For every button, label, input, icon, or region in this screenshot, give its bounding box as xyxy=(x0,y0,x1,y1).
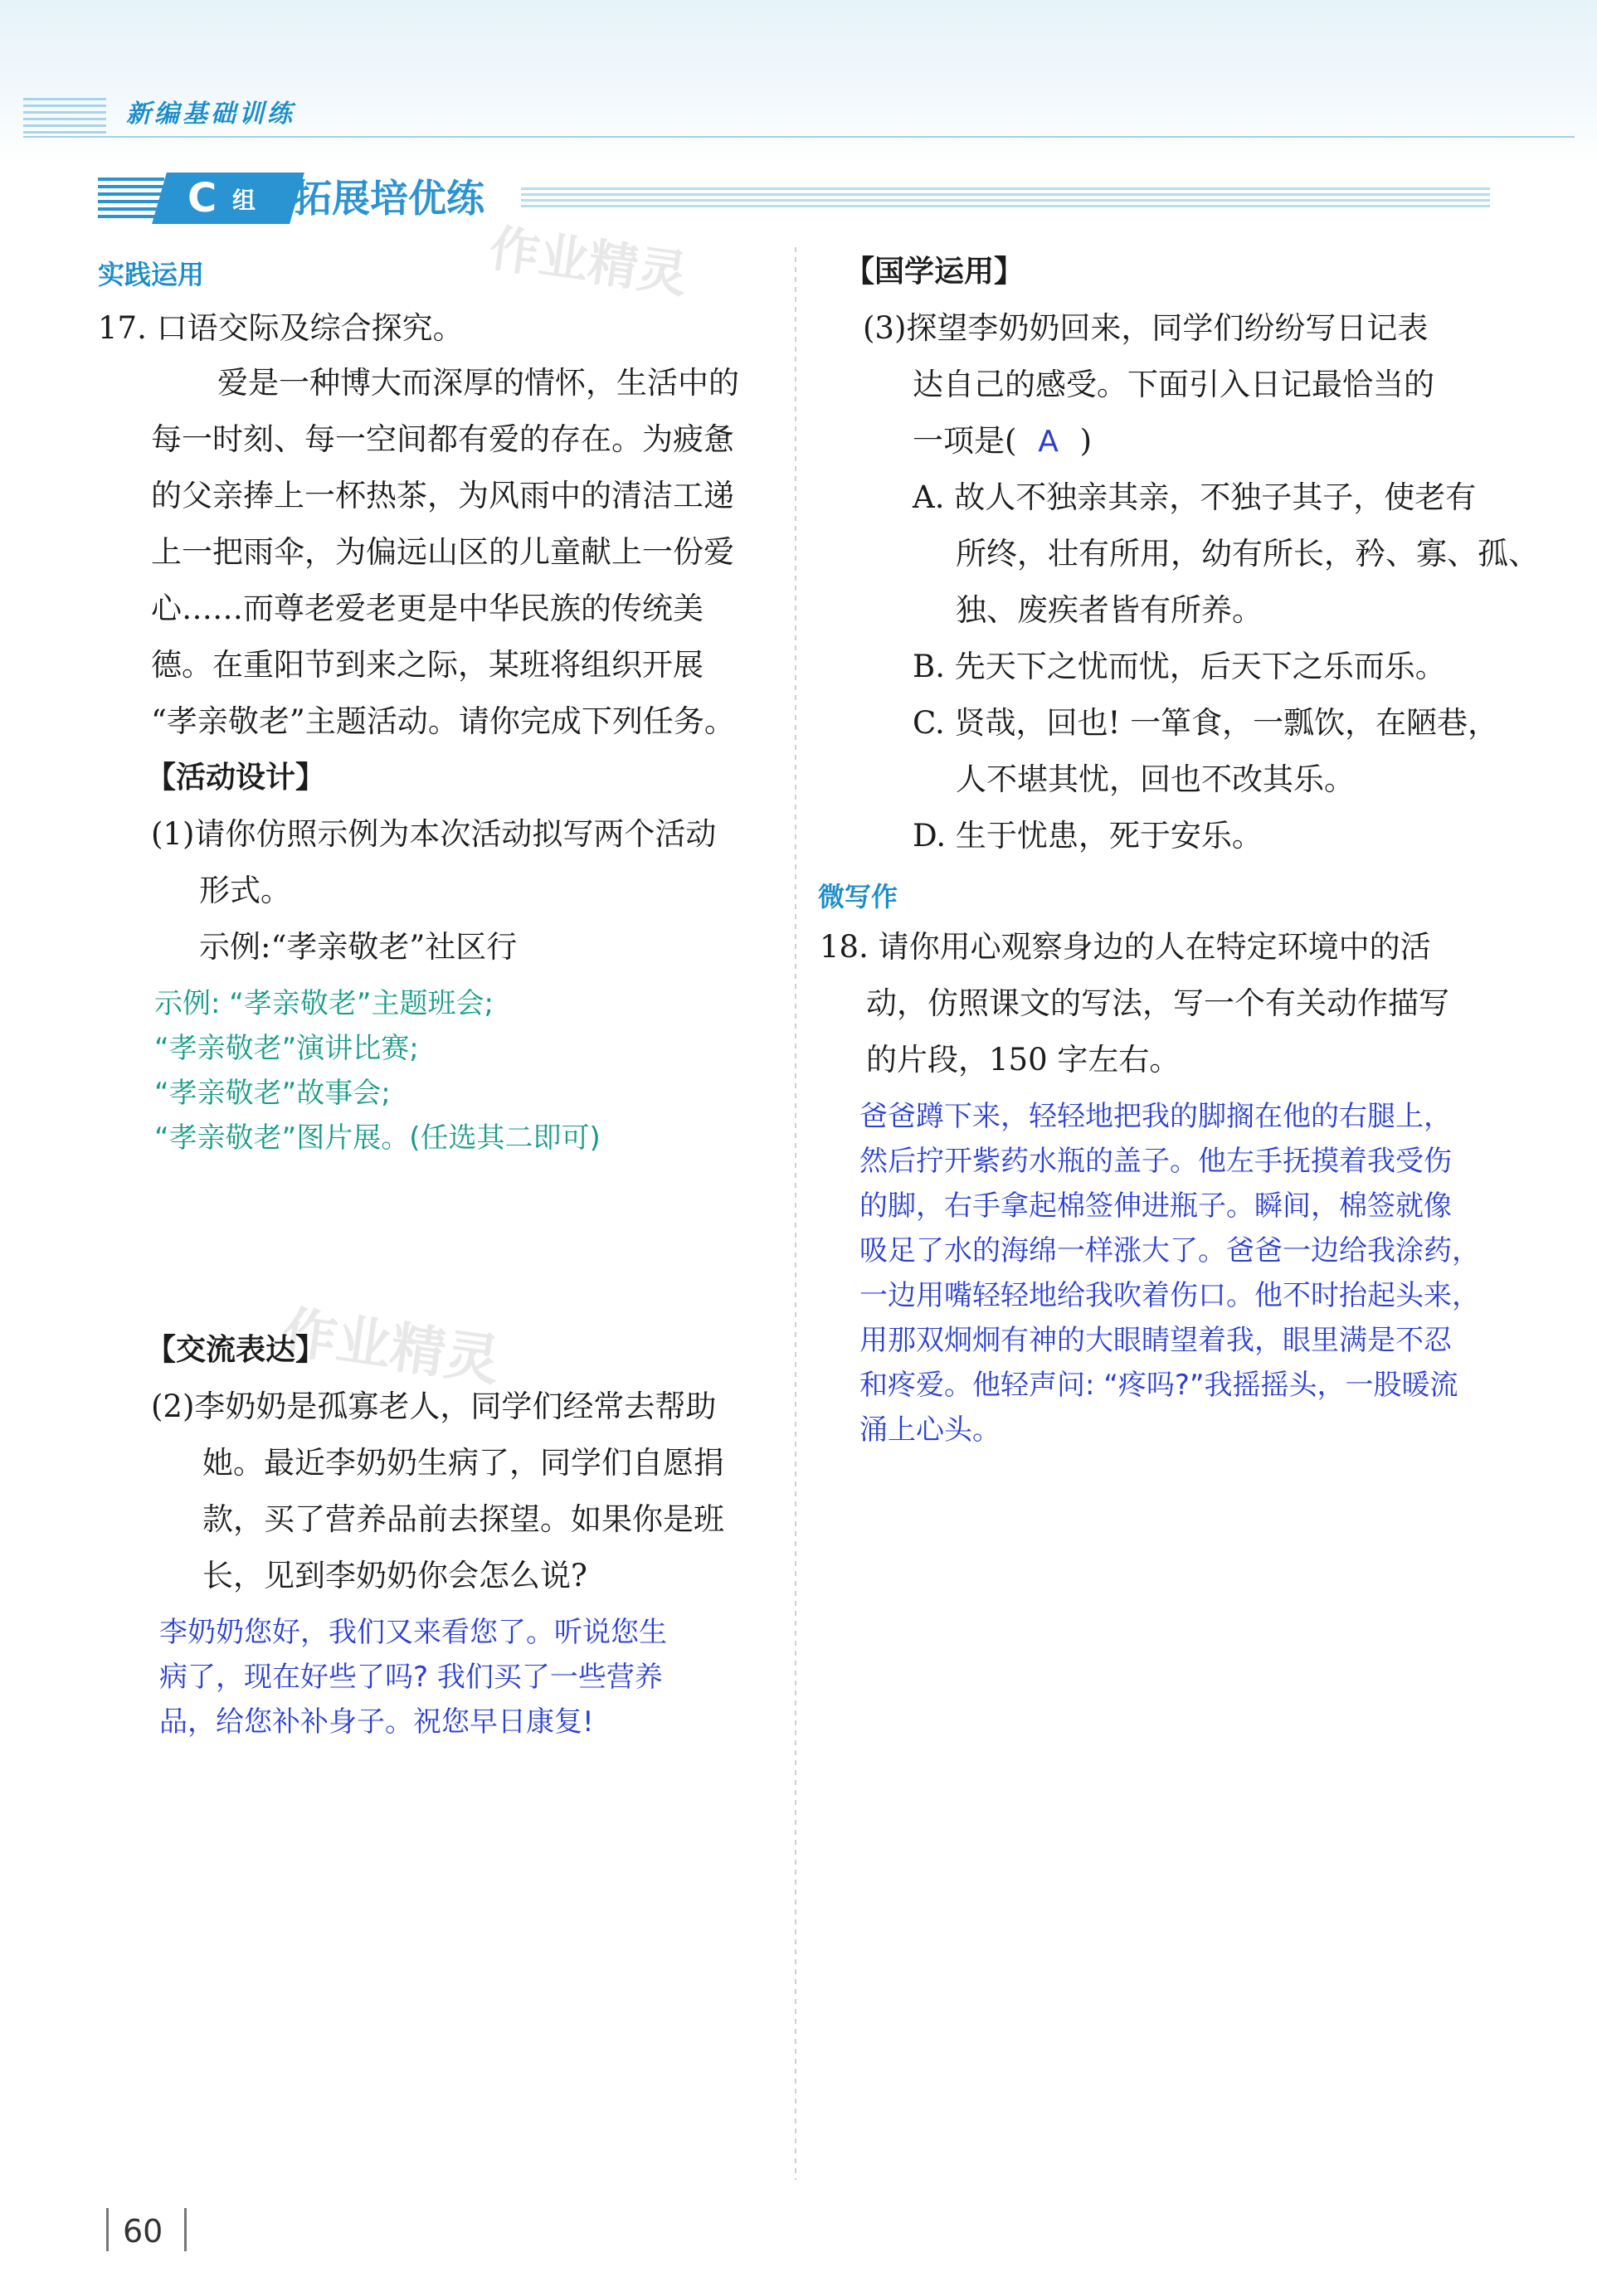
option-c-line: C. 贤哉，回也! 一箪食，一瓢饮，在陋巷， xyxy=(913,705,1499,741)
q17-paragraph-line: “孝亲敬老”主题活动。请你完成下列任务。 xyxy=(151,703,735,739)
option-a-line: 所终，壮有所用，幼有所长，矜、寡、孤、 xyxy=(956,536,1539,572)
question-2-answer-line: 李奶奶您好，我们又来看您了。听说您生 xyxy=(159,1616,667,1649)
question-18-answer-line: 爸爸蹲下来，轻轻地把我的脚搁在他的右腿上， xyxy=(859,1100,1452,1133)
q17-paragraph-line: 上一把雨伞，为偏远山区的儿童献上一份爱 xyxy=(151,534,734,570)
option-a-line: A. 故人不独亲其亲，不独子其子，使老有 xyxy=(913,479,1477,515)
column-divider xyxy=(795,247,796,2180)
header-decoration xyxy=(23,98,106,134)
question-2-line: (2)李奶奶是孤寡老人，同学们经常去帮助 xyxy=(151,1389,717,1424)
group-badge xyxy=(152,173,304,224)
question-18-answer-line: 吸足了水的海绵一样涨大了。爸爸一边给我涂药， xyxy=(859,1234,1480,1267)
header-divider xyxy=(23,136,1575,138)
question-3-stem-end: 一项是( xyxy=(913,423,1017,459)
section-heading-practice: 实践运用 xyxy=(98,259,205,290)
activity-design-heading: 【活动设计】 xyxy=(146,761,326,795)
question-1-answer-line: “孝亲敬老”故事会; xyxy=(154,1077,391,1110)
group-letter: C xyxy=(187,175,217,221)
group-title: 拓展培优练 xyxy=(294,176,484,221)
question-3-close-paren: ) xyxy=(1079,423,1093,459)
question-2-line: 款，买了营养品前去探望。如果你是班 xyxy=(202,1501,724,1537)
option-d-line: D. 生于忧患，死于安乐。 xyxy=(913,818,1263,854)
question-1-line: (1)请你仿照示例为本次活动拟写两个活动 xyxy=(151,816,717,852)
option-c-line: 人不堪其忧，回也不改其乐。 xyxy=(956,761,1355,797)
question-1-answer-line: 示例: “孝亲敬老”主题班会; xyxy=(154,987,494,1020)
option-a-line: 独、废疾者皆有所养。 xyxy=(956,592,1263,628)
question-1-line: 形式。 xyxy=(199,873,291,908)
question-17-title: 17. 口语交际及综合探究。 xyxy=(98,310,464,346)
header-band xyxy=(0,0,1597,166)
watermark: 作业精灵 xyxy=(485,219,692,305)
page-number-bar-right xyxy=(184,2208,187,2251)
question-1-answer-line: “孝亲敬老”演讲比赛; xyxy=(154,1032,419,1065)
series-title: 新编基础训练 xyxy=(126,100,295,129)
page-number: 60 xyxy=(123,2213,163,2250)
question-18-line: 动，仿照课文的写法，写一个有关动作描写 xyxy=(866,985,1449,1021)
title-rule-decoration xyxy=(521,187,1490,207)
question-2-answer-line: 病了，现在好些了吗? 我们买了一些营养 xyxy=(159,1661,663,1694)
question-2-line: 她。最近李奶奶生病了，同学们自愿捐 xyxy=(202,1445,724,1481)
section-heading-micro-writing: 微写作 xyxy=(818,881,898,912)
question-18-answer-line: 的脚，右手拿起棉签伸进瓶子。瞬间，棉签就像 xyxy=(859,1189,1452,1223)
watermark: 作业精灵 xyxy=(278,1299,504,1394)
question-2-line: 长，见到李奶奶你会怎么说? xyxy=(202,1558,587,1593)
question-2-answer-line: 品，给您补补身子。祝您早日康复! xyxy=(159,1705,594,1739)
question-3-line: (3)探望李奶奶回来，同学们纷纷写日记表 xyxy=(863,310,1429,346)
question-3-line xyxy=(913,421,1092,462)
question-18-answer-line: 一边用嘴轻轻地给我吹着伤口。他不时抬起头来， xyxy=(859,1279,1480,1312)
exchange-heading: 【交流表达】 xyxy=(146,1333,326,1367)
question-18-line: 的片段，150 字左右。 xyxy=(866,1042,1181,1077)
option-b-line: B. 先天下之忧而忧，后天下之乐而乐。 xyxy=(913,649,1446,684)
question-3-answer: A xyxy=(1038,425,1059,459)
q17-paragraph-line: 心……而尊老爱老更是中华民族的传统美 xyxy=(151,591,704,626)
question-1-answer-line: “孝亲敬老”图片展。(任选其二即可) xyxy=(154,1121,601,1155)
question-18-answer-line: 用那双炯炯有神的大眼睛望着我，眼里满是不忍 xyxy=(859,1324,1452,1357)
question-18-line: 18. 请你用心观察身边的人在特定环境中的活 xyxy=(820,929,1431,965)
q17-paragraph-line: 的父亲捧上一杯热茶，为风雨中的清洁工递 xyxy=(151,478,734,513)
question-18-answer-line: 涌上心头。 xyxy=(859,1413,1001,1447)
q17-paragraph-line: 每一时刻、每一空间都有爱的存在。为疲惫 xyxy=(151,421,734,457)
group-sub-label: 组 xyxy=(232,187,256,214)
question-18-answer-line: 和疼爱。他轻声问: “疼吗?”我摇摇头，一股暖流 xyxy=(859,1369,1458,1402)
q17-paragraph-line: 爱是一种博大而深厚的情怀，生活中的 xyxy=(217,365,739,401)
page-number-bar-left xyxy=(106,2208,109,2251)
guoxue-heading: 【国学运用】 xyxy=(845,255,1025,289)
question-18-answer-line: 然后拧开紫药水瓶的盖子。他左手抚摸着我受伤 xyxy=(859,1145,1452,1178)
question-3-line: 达自己的感受。下面引入日记最恰当的 xyxy=(913,367,1434,402)
q17-paragraph-line: 德。在重阳节到来之际，某班将组织开展 xyxy=(151,647,704,683)
question-1-example: 示例:“孝亲敬老”社区行 xyxy=(199,929,518,965)
